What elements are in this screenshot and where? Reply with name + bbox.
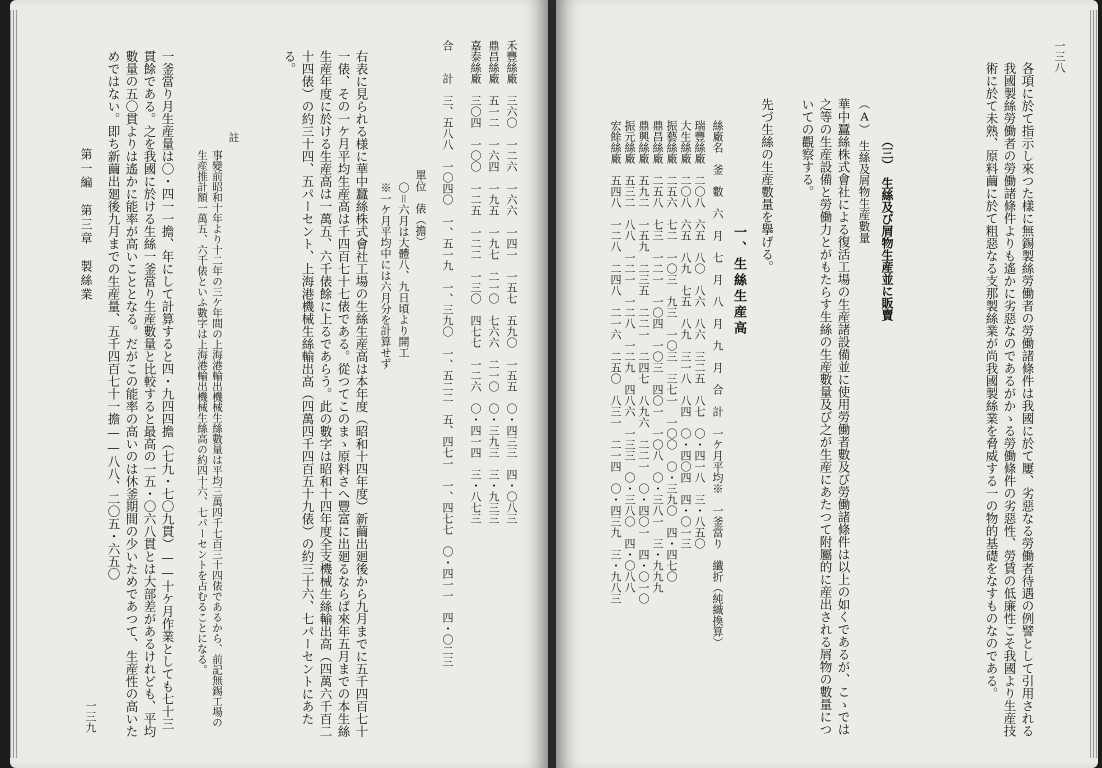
- table-cell: 三・八五〇: [693, 494, 706, 549]
- table-cell: 二二一: [637, 439, 650, 472]
- table-cell: 三二五: [693, 351, 706, 384]
- table-cell: 二五〇: [609, 351, 622, 384]
- table-cell: 四〇一: [651, 384, 664, 417]
- table-cell: 一二一: [623, 252, 636, 285]
- footnote-text: 事變前昭和十年より十二年の三ケ年間の上海港輸出機械生絲數量は平均三萬四千七百三十四俵であるから、前記無錫工場の生産推計額一萬五、六千俵といふ數字は上海港輸出機械生絲高の約四十六、七パーセントを占むることになる。: [196, 150, 223, 728]
- table-cell: 〇・四〇四: [679, 428, 692, 483]
- intro-paragraph: 各項に於て指示し來つた樣に無錫製絲勞働者の勞働諸條件は我國に於て屢、劣惡なる勞働者待遇の例譬として引用される我國製絲勞働者の勞働諸條件よりも遙かに劣惡なのであるがかゝる勞働條件の劣惡性、勞賃の低廉性こそ我國より生産技術に於て未熟、原料繭に於て粗惡なる支那製絲業が尚我國製絲業を脅威する一の物的基礎をなすものなのである。: [984, 62, 1035, 737]
- table-cell: 二〇八: [693, 175, 706, 208]
- subsection-label: （A）: [857, 98, 872, 135]
- table-cell: 一二八: [623, 296, 636, 329]
- table-cell: 〇・四三九: [609, 483, 622, 538]
- table-cell: 八〇: [693, 252, 706, 274]
- table-cell: 八九六: [637, 395, 650, 428]
- table-cell: 一二八: [609, 219, 622, 252]
- table-cell: 六五: [679, 219, 692, 241]
- table-cell: 四・〇一〇: [637, 549, 650, 604]
- table-cell: 一二九: [623, 340, 636, 373]
- left-page: [10, 0, 548, 768]
- header-cell: 七 月: [711, 252, 724, 285]
- table-row: [610, 120, 621, 604]
- header-cell: 釜 數: [711, 164, 724, 197]
- table-cell: 八九: [679, 318, 692, 340]
- table-cell: 八六: [693, 318, 706, 340]
- table-cell: 鼎昌絲廠: [651, 120, 664, 164]
- body-paragraph: 華中蠶絲株式會社による復活工場の生産諸設備並に使用勞働者數及び勞働諸條件は以上の如くであるが、こゝでは之等の生産設備と勞働力とがもたらす生絲の生産數量及び之が生産にあたつて附屬的に産出される屑物の數量についての觀察する。: [800, 98, 851, 736]
- header-cell: 纖折（純織換算）: [711, 560, 724, 648]
- table-cell: 一〇三: [665, 252, 678, 285]
- table-cell: 鼎興絲廠: [637, 120, 650, 164]
- header-cell: 合 計: [711, 384, 724, 417]
- table-cell: 三一八: [679, 351, 692, 384]
- table-cell: 一〇八: [651, 428, 664, 461]
- table-cell: 七二: [665, 219, 678, 241]
- table-cell: 二五六: [665, 175, 678, 208]
- table-cell: 二二一: [637, 307, 650, 340]
- table-cell: 一〇三: [665, 329, 678, 362]
- table-cell: 二三五: [637, 263, 650, 296]
- table-unit-note: 單位 俵（擔）: [414, 170, 427, 247]
- table-cell: 六五: [693, 219, 706, 241]
- table-cell: 瑞豐絲廠: [693, 120, 706, 164]
- table-cell: 四八六: [623, 384, 636, 417]
- table-cell: 一三三: [623, 428, 636, 461]
- book-gutter: [548, 0, 556, 768]
- header-cell: 絲廠名: [711, 120, 724, 153]
- table-cell: 三七一: [665, 373, 678, 406]
- table-cell: 八四: [679, 395, 692, 417]
- table-cell: 二四七: [637, 351, 650, 384]
- table-cell: 八六: [693, 285, 706, 307]
- header-cell: 九 月: [711, 340, 724, 373]
- table-cell: 四・〇一三: [679, 494, 692, 549]
- table-row: [666, 120, 677, 582]
- table-cell: 振元絲廠: [623, 120, 636, 164]
- table-cell: 七三: [651, 219, 664, 241]
- table-cell: 八七: [693, 395, 706, 417]
- table-note: 〇＝六月は大體八、九日頃より開工: [397, 182, 410, 358]
- table-row: 禾豐絲廠 三六〇 一二六 一六六 一四一 一五七 五九〇 一五五 〇・四三三 四・〇八三: [505, 40, 518, 524]
- subsection-title: 生絲及屑物生産數量: [857, 140, 872, 244]
- table-cell: 二一四: [609, 439, 622, 472]
- table-cell: 五四八: [609, 175, 622, 208]
- table-cell: 宏餘絲廠: [609, 120, 622, 164]
- right-page: [556, 0, 1098, 768]
- table-row: [624, 120, 635, 593]
- body-paragraph: 一釜當り月生産量は〇・四一一擔、年にして計算すると四・九四四擔（七九・七〇九貫）——十ケ月作業としても七十三貫餘である。之を我國に於ける生絲一釜當り生産數量と比較すると最高の一五・〇六八貫とは大部差があるけれども、平均數量の五〇貫よりは遙かに能率が高いこととなる。だがこの能率の高いのは休釜期間の少いためであつて、生産性の高いためではない。即ち新繭出廻後九月までの生産量、五千四百七十一擔——八八、二〇五・六五〇: [106, 50, 175, 738]
- table-row: 鼎昌絲廠 五一二 一六四 一九五 一九七 二一〇 七六六 二一〇 〇・三九三 三・九三三: [487, 40, 500, 524]
- table-cell: 一〇〇: [665, 417, 678, 450]
- table-cell: 五三二: [623, 175, 636, 208]
- table-cell: 二五八: [651, 175, 664, 208]
- table-cell: 八九: [679, 252, 692, 274]
- chapter-footer: 第一編 第三章 製絲業: [79, 148, 93, 302]
- table-row: [638, 120, 649, 604]
- table-header-row: [712, 120, 723, 648]
- table-cell: 大生絲廠: [679, 120, 692, 164]
- table-cell: 五九二: [637, 175, 650, 208]
- table-cell: 八八: [623, 219, 636, 241]
- table-cell: 〇・三八〇: [623, 472, 636, 527]
- table-cell: 二〇八: [679, 175, 692, 208]
- table-row: [680, 120, 691, 549]
- header-cell: 八 月: [711, 296, 724, 329]
- table-cell: 二一六: [609, 307, 622, 340]
- table-cell: 四・四七〇: [665, 527, 678, 582]
- table-cell: 七五: [679, 285, 692, 307]
- lead-sentence: 先づ生絲の生産數量を擧げる。: [759, 98, 775, 273]
- page-edge: [1090, 10, 1098, 758]
- table-note: ※一ケ月平均中には六月分を計算せず: [379, 182, 392, 369]
- page-edge: [10, 10, 18, 758]
- table-cell: 八三一: [609, 395, 622, 428]
- table-title: 一、生絲生産高: [731, 225, 746, 337]
- table-cell: 三・九八三: [609, 549, 622, 604]
- table-row: 嘉泰絲廠 三〇四 一〇〇 一二五 一二二 一三〇 四七七 一二六 〇・四一四 三・八七三: [469, 40, 482, 524]
- table-cell: 一〇三: [651, 340, 664, 373]
- table-cell: 一五九: [637, 219, 650, 252]
- table-cell: 〇・三九〇: [665, 461, 678, 516]
- table-row: [694, 120, 705, 549]
- page-number: 一三八: [1053, 40, 1066, 73]
- section-heading: （三） 生絲及び屑物生産並に販賣: [880, 135, 894, 321]
- table-cell: 三・九九九: [651, 538, 664, 593]
- table-cell: 〇・四一八: [693, 428, 706, 483]
- table-cell: 一二一: [651, 252, 664, 285]
- header-cell: 六 月: [711, 208, 724, 241]
- table-cell: 振藝絲廠: [665, 120, 678, 164]
- footnote-label: 註: [227, 132, 240, 143]
- header-cell: 一ケ月平均※: [711, 428, 724, 494]
- table-cell: 一〇四: [651, 296, 664, 329]
- page-number: 一三九: [84, 700, 97, 733]
- header-cell: 一釜當り: [711, 505, 724, 549]
- table-cell: 二四八: [609, 263, 622, 296]
- table-cell: 〇・四〇一: [637, 483, 650, 538]
- body-paragraph: 右表に見られる様に華中蠶絲株式會社工場の生絲生産高は本年度（昭和十四年度）新繭出廻後から九月までに五千四百七十一俵、その一ケ月平均生産高は千四百七十七俵である。從つてこのまゝ原料さへ豐富に出廻るならば來年五月までの本生絲生産年度に於ける生産高は一萬五、六千俵餘に上るであらう。此の數字は昭和十四年度全支機械生絲輸出高（四萬六千百二十四俵）の約三十四、五パーセント、上海港機械生絲輸出高（四萬四千四百五十九俵）の約三十六、七パーセントにあたる。: [282, 50, 369, 738]
- table-row: [652, 120, 663, 593]
- table-cell: 〇・三八一: [651, 472, 664, 527]
- table-cell: 四・〇八八: [623, 538, 636, 593]
- table-total-row: 合 計 三、五八八 一〇四〇 一、五一九 一、三九〇 一、五二二 五、四七一 一、四七七 〇・四一一 四・〇二三: [441, 40, 454, 667]
- table-cell: 九三: [665, 296, 678, 318]
